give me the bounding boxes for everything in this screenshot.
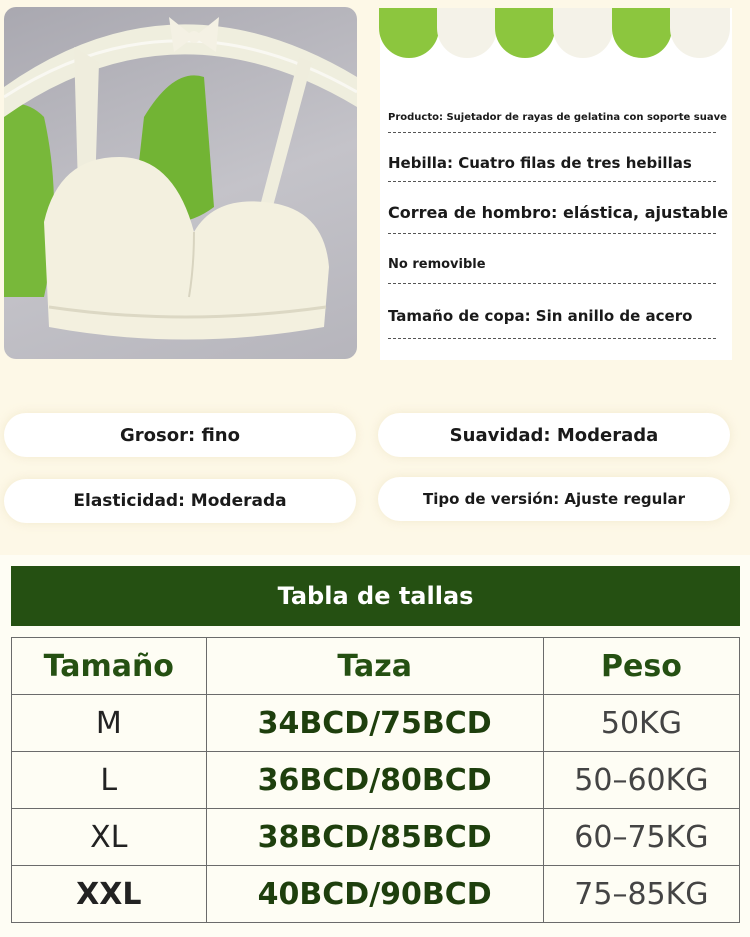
spec-buckle: Hebilla: Cuatro filas de tres hebillas (388, 154, 716, 182)
attribute-fit: Tipo de versión: Ajuste regular (378, 477, 730, 521)
spec-cup: Tamaño de copa: Sin anillo de acero (388, 307, 716, 339)
product-photo (4, 7, 357, 359)
weight-cell: 50KG (543, 695, 739, 752)
bra-illustration (4, 7, 357, 359)
size-table-header (12, 638, 740, 695)
cup-cell: 34BCD/75BCD (206, 695, 543, 752)
cup-cell: 38BCD/85BCD (206, 809, 543, 866)
weight-cell: 60–75KG (543, 809, 739, 866)
header-cup: Taza (206, 638, 543, 695)
table-row (12, 866, 740, 923)
table-row (12, 809, 740, 866)
attribute-softness: Suavidad: Moderada (378, 413, 730, 457)
spec-removable: No removible (388, 257, 716, 284)
spec-strap: Correa de hombro: elástica, ajustable (388, 203, 716, 234)
attribute-elasticity: Elasticidad: Moderada (4, 479, 356, 523)
size-cell: XL (12, 809, 207, 866)
cup-cell: 40BCD/90BCD (206, 866, 543, 923)
header-weight: Peso (543, 638, 739, 695)
size-cell: L (12, 752, 207, 809)
weight-cell: 75–85KG (543, 866, 739, 923)
spec-product: Producto: Sujetador de rayas de gelatina con soporte suave (388, 112, 716, 133)
size-cell: M (12, 695, 207, 752)
size-table-title: Tabla de tallas (11, 566, 740, 626)
weight-cell: 50–60KG (543, 752, 739, 809)
table-row (12, 752, 740, 809)
table-row (12, 695, 740, 752)
header-size: Tamaño (12, 638, 207, 695)
attribute-thickness: Grosor: fino (4, 413, 356, 457)
cup-cell: 36BCD/80BCD (206, 752, 543, 809)
size-table (11, 637, 740, 923)
size-cell: XXL (12, 866, 207, 923)
